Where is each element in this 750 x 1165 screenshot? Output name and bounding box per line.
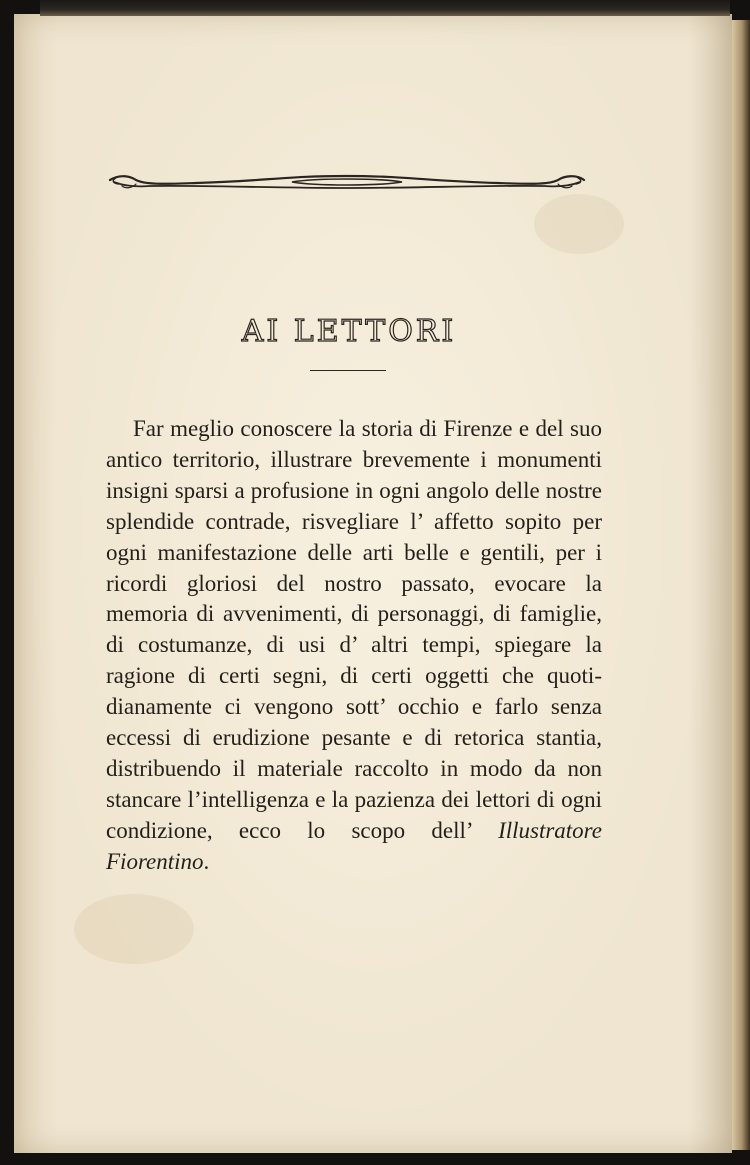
heading-divider (310, 370, 386, 371)
preface-paragraph (106, 414, 602, 878)
page-top-edge (40, 0, 730, 16)
paper-stain (534, 194, 624, 254)
page-heading: AI LETTORI (241, 314, 457, 349)
publication-title: Illustratore Fiorentino (106, 817, 602, 874)
page-edge-shadow (732, 20, 750, 1150)
decorative-rule-ornament-icon (106, 164, 588, 202)
paragraph-text: Far meglio conoscere la storia di Firenze e del suo antico territorio, illustrare brevemente i monumenti insigni sparsi a profusione in ogni angolo delle nostre splendide contrade, risvegliare l’ affetto sopito per ogni manifestazione delle arti belle e gentili, per i ricordi gloriosi del nostro passato, evocare la memoria di avvenimenti, di personaggi, di famiglie, di costumanze, di usi d’ altri tempi, spiegare la ragione di certi segni, di certi oggetti che quotidianamente ci vengono sott’ occhio e farlo senza eccessi di erudizione pesante e di retorica stantia, distribuendo il materiale raccolto in modo da non stancare l’intelligenza e la pazienza dei lettori di ogni condizione, ecco lo scopo dell’ (106, 416, 602, 843)
book-page (14, 14, 732, 1153)
paragraph-end: . (203, 848, 210, 874)
paper-stain (74, 894, 194, 964)
